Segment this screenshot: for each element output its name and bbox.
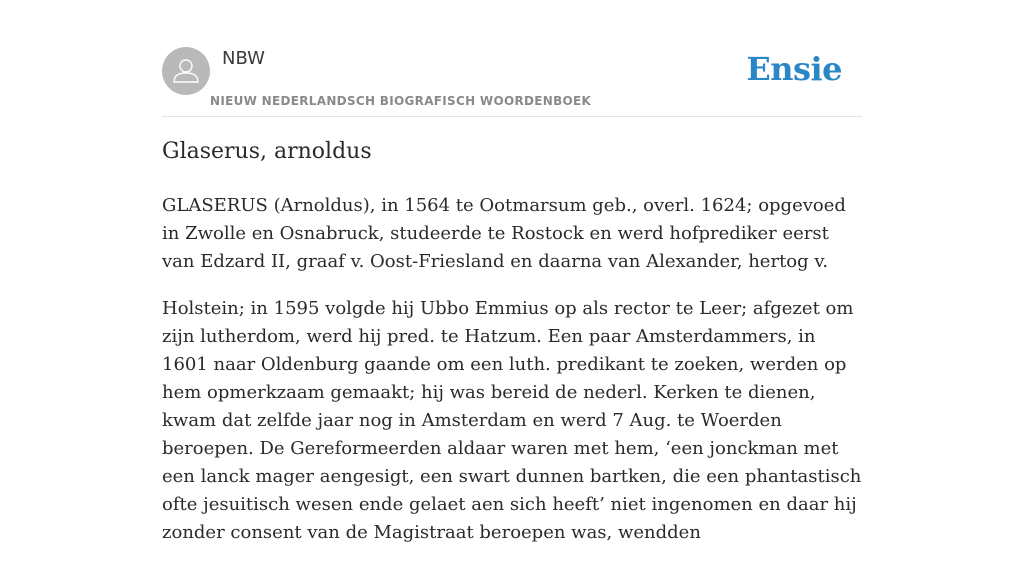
article-title: Glaserus, arnoldus [162,139,372,164]
site-logo[interactable]: Ensie [746,50,842,88]
source-subtitle: NIEUW NEDERLANDSCH BIOGRAFISCH WOORDENBOEK [210,94,592,108]
article-paragraph: Holstein; in 1595 volgde hij Ubbo Emmius op als rector te Leer; afgezet om zijn lutherdom, werd hij pred. te Hatzum. Een paar Amsterdammers, in 1601 naar Oldenburg gaande om een luth. predikant te zoeken, werden op hem opmerkzaam gemaakt; hij was bereid de nederl. Kerken te dienen, kwam dat zelfde jaar nog in Amsterdam en werd 7 Aug. te Woerden beroepen. De Gereformeerden aldaar waren met hem, ‘een jonckman met een lanck mager aengesigt, een swart dunnen bartken, die een phantastisch ofte jesuitisch wesen ende gelaet aen sich heeft’ niet ingenomen en daar hij zonder consent van de Magistraat beroepen was, wendden [162,298,862,543]
source-name[interactable]: NBW [222,48,265,69]
article-body [162,192,862,566]
source-header [162,46,862,117]
user-avatar-icon[interactable] [162,47,210,95]
article-paragraph: GLASERUS (Arnoldus), in 1564 te Ootmarsum geb., overl. 1624; opgevoed in Zwolle en Osnabruck, studeerde te Rostock en werd hofprediker eerst van Edzard II, graaf v. Oost-Friesland en daarna van Alexander, hertog v. [162,195,846,272]
avatar-silhouette-icon [162,47,210,95]
